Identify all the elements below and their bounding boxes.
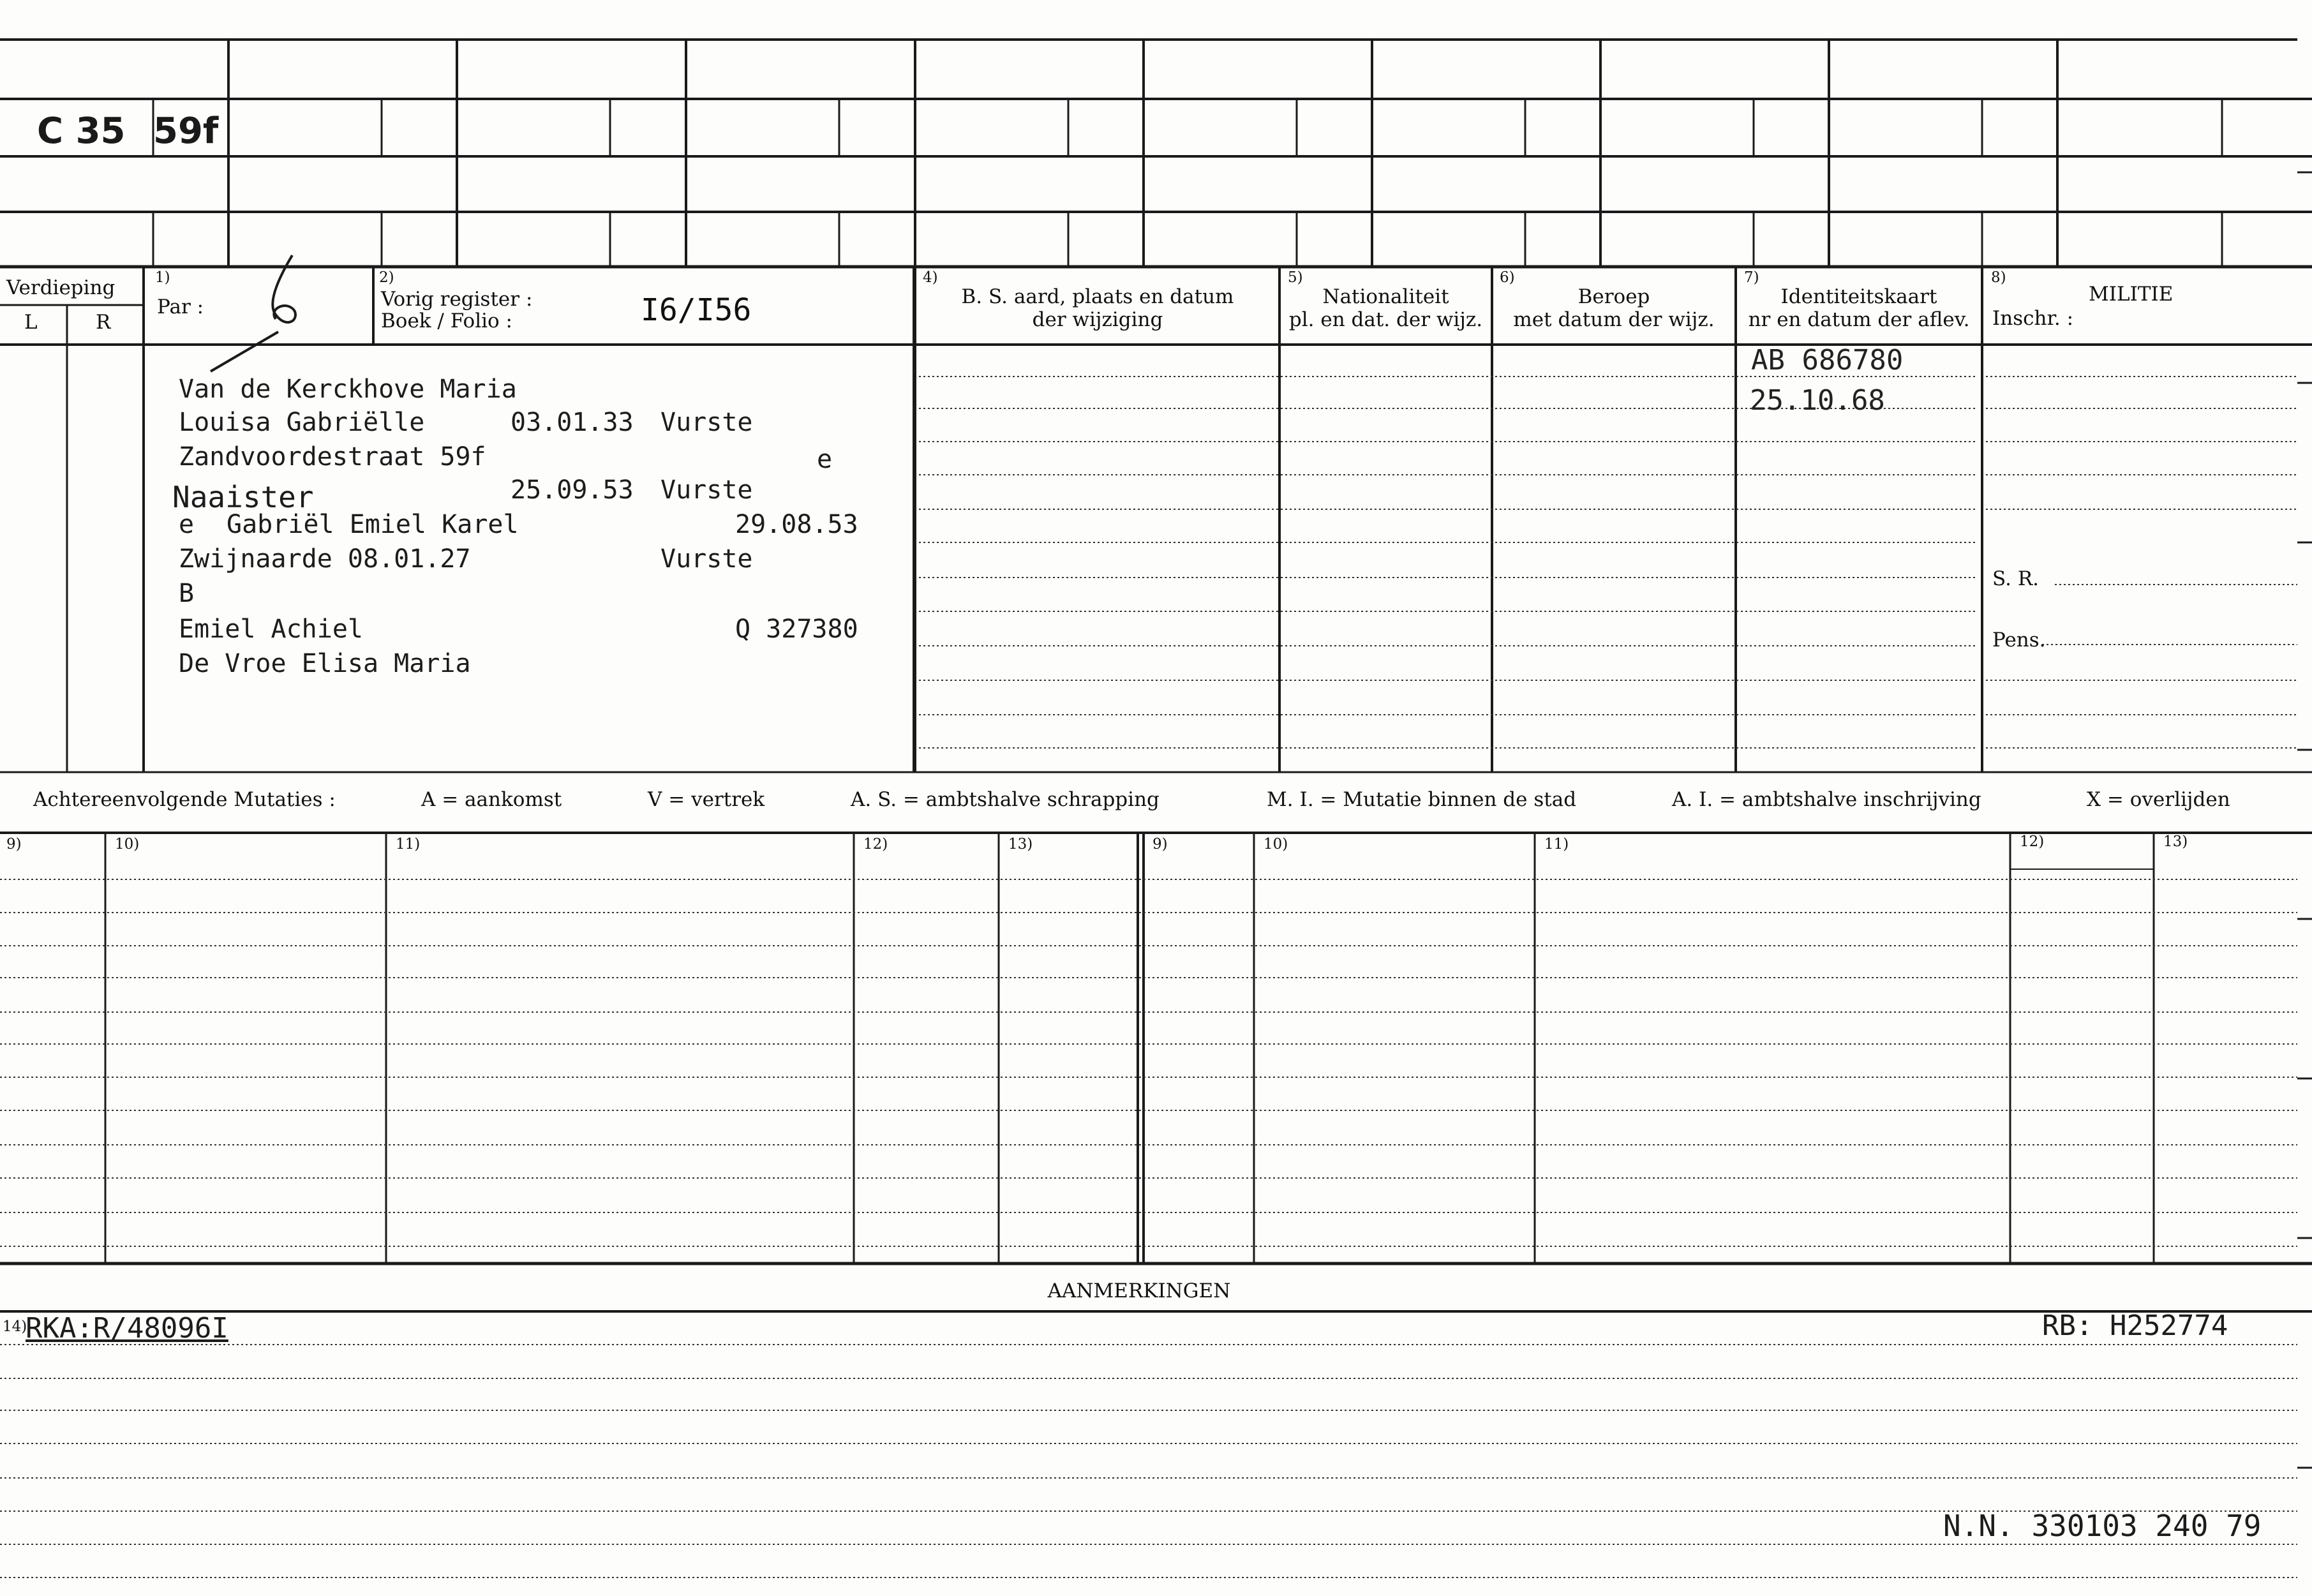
remarks-title: AANMERKINGEN xyxy=(1047,1279,1231,1302)
col6-number: 6) xyxy=(1500,269,1515,286)
mut-col-13b: 13) xyxy=(2163,833,2188,850)
col4-number: 4) xyxy=(923,269,938,286)
legend-arrival: A = aankomst xyxy=(421,788,562,811)
person-mark-e: e xyxy=(817,445,833,474)
remarks-rb: RB: H252774 xyxy=(2042,1309,2228,1342)
person-first-names: Louisa Gabriëlle xyxy=(179,408,425,437)
mut-col-11a: 11) xyxy=(396,836,421,853)
father-name: Emiel Achiel xyxy=(179,615,363,644)
card-code-left: C 35 xyxy=(37,110,126,152)
legend-internal-move: M. I. = Mutatie binnen de stad xyxy=(1267,788,1577,811)
mut-col-9a: 9) xyxy=(6,836,22,853)
nationality-subheader: pl. en dat. der wijz. xyxy=(1288,308,1483,331)
person-birth-place: Vurste xyxy=(660,408,753,437)
letter-b: B xyxy=(179,579,195,608)
mut-col-9b: 9) xyxy=(1152,836,1168,853)
person-occupation: Naaister xyxy=(172,480,314,514)
par-label: Par : xyxy=(157,295,204,318)
col5-number: 5) xyxy=(1288,269,1303,286)
mut-col-11b: 11) xyxy=(1544,836,1569,853)
mut-col-13a: 13) xyxy=(1008,836,1033,853)
military-pens-label: Pens. xyxy=(1992,629,2046,652)
mut-col-10a: 10) xyxy=(115,836,140,853)
spouse-name: Gabriël Emiel Karel xyxy=(227,510,519,539)
id-card-header: Identiteitskaart xyxy=(1780,285,1937,308)
nationality-header: Nationaliteit xyxy=(1322,285,1449,308)
floor-label: Verdieping xyxy=(6,276,116,299)
col4-header-line1: B. S. aard, plaats en datum xyxy=(961,285,1234,308)
mut-col-10b: 10) xyxy=(1264,836,1288,853)
legend-death: X = overlijden xyxy=(2087,788,2230,811)
remarks-number: 14) xyxy=(3,1318,27,1335)
military-inschr-label: Inschr. : xyxy=(1992,307,2074,330)
book-folio-value: I6/I56 xyxy=(641,292,752,328)
card-code-right: 59f xyxy=(153,110,219,152)
legend-official-registration: A. I. = ambtshalve inschrijving xyxy=(1672,788,1981,811)
legend-departure: V = vertrek xyxy=(648,788,765,811)
mut-col-12b: 12) xyxy=(2020,833,2045,850)
id-card-subheader: nr en datum der aflev. xyxy=(1748,308,1970,331)
id-card-date: 25.10.68 xyxy=(1750,384,1885,417)
col1-number: 1) xyxy=(155,269,170,286)
floor-r-label: R xyxy=(96,311,111,334)
floor-l-label: L xyxy=(24,311,38,334)
mut-col-12a: 12) xyxy=(863,836,888,853)
remarks-nn: N.N. 330103 240 79 xyxy=(1943,1509,2262,1543)
previous-register-label: Vorig register : xyxy=(381,288,533,311)
military-header: MILITIE xyxy=(2089,283,2174,306)
col7-number: 7) xyxy=(1744,269,1759,286)
remarks-rka: RKA:R/48096I xyxy=(26,1312,228,1345)
person-name: Van de Kerckhove Maria xyxy=(179,375,517,404)
id-card-number: AB 686780 xyxy=(1751,344,1904,377)
spouse-birth-place: Vurste xyxy=(660,544,753,574)
col8-number: 8) xyxy=(1991,269,2006,286)
person-street: Zandvoordestraat 59f xyxy=(179,442,486,472)
mother-name: De Vroe Elisa Maria xyxy=(179,649,471,678)
mutations-title: Achtereenvolgende Mutaties : xyxy=(33,788,336,811)
col2-number: 2) xyxy=(379,269,394,286)
person-birth-date: 03.01.33 xyxy=(511,408,634,437)
spouse-prefix: e xyxy=(179,510,195,539)
occupation-subheader: met datum der wijz. xyxy=(1513,308,1715,331)
father-id: Q 327380 xyxy=(735,615,858,644)
legend-official-removal: A. S. = ambtshalve schrapping xyxy=(851,788,1160,811)
handwritten-par-mark xyxy=(211,255,295,371)
col4-header-line2: der wijziging xyxy=(1032,308,1163,331)
military-sr-label: S. R. xyxy=(1992,567,2040,590)
spouse-birth: Zwijnaarde 08.01.27 xyxy=(179,544,471,574)
book-folio-label: Boek / Folio : xyxy=(381,310,512,332)
spouse-date: 29.08.53 xyxy=(735,510,858,539)
person-marriage-place: Vurste xyxy=(660,475,753,505)
person-marriage-date: 25.09.53 xyxy=(511,475,634,505)
occupation-header: Beroep xyxy=(1577,285,1650,308)
